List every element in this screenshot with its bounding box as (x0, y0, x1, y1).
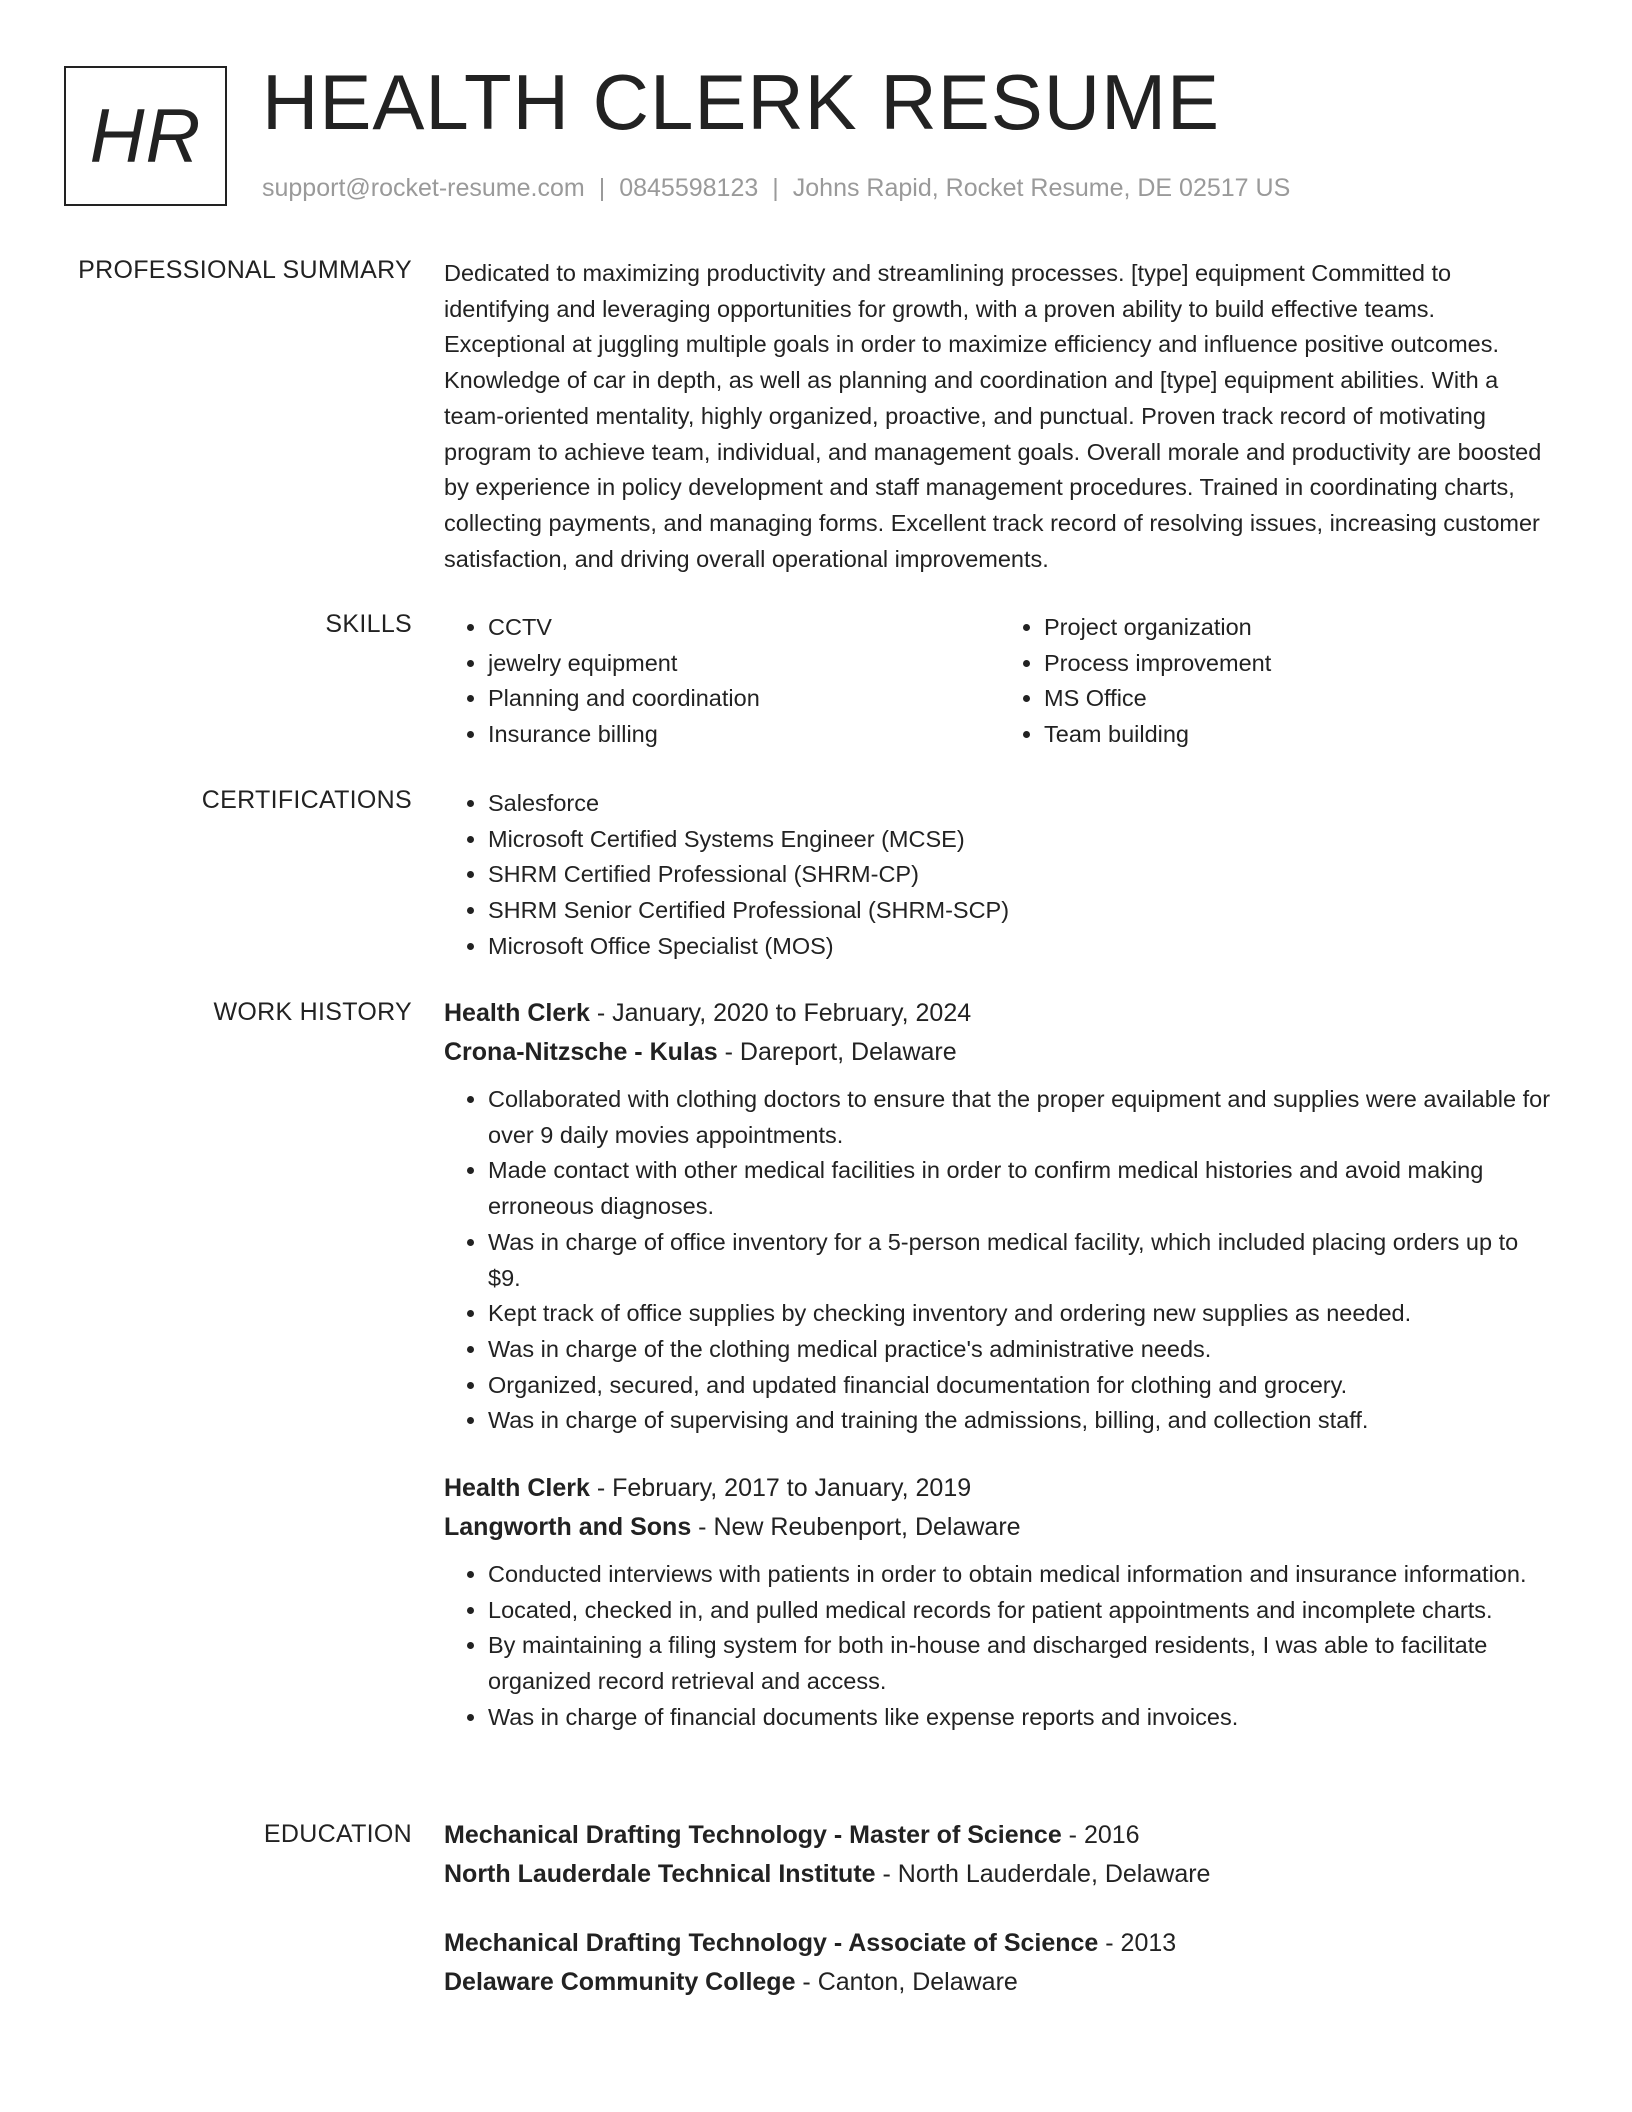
skill-item: • Team building (1044, 717, 1556, 753)
job-bullet: • Kept track of office supplies by checking inventory and ordering new supplies as needed. (488, 1296, 1556, 1332)
resume-title: HEALTH CLERK RESUME (262, 58, 1221, 146)
skills-list-right (1000, 610, 1556, 753)
education-content (444, 1816, 1556, 2002)
education-school-line: North Lauderdale Technical Institute - North Lauderdale, Delaware (444, 1860, 1211, 1888)
certifications-content (444, 786, 1556, 965)
education-school-line: Delaware Community College - Canton, Delaware (444, 1968, 1018, 1996)
skill-item: • Insurance billing (488, 717, 1000, 753)
summary-text: Dedicated to maximizing productivity and streamlining processes. [type] equipment Committed to identifying and leveraging opportunities for growth, with a proven ability to build effective teams. Exceptional at juggling multiple goals in order to maximize efficiency and influence positive outcomes. Knowledge of car in depth, as well as planning and coordination and [type] equipment abilities. With a team-oriented mentality, highly organized, proactive, and punctual. Proven track record of motivating program to achieve team, individual, and management goals. Overall morale and productivity are boosted by experience in policy development and staff management procedures. Trained in coordinating charts, collecting payments, and managing forms. Excellent track record of resolving issues, increasing customer satisfaction, and driving overall operational improvements. (444, 260, 1542, 572)
job-bullet: • Was in charge of office inventory for a 5-person medical facility, which included placing orders up to $9. (488, 1225, 1556, 1296)
certifications-list (444, 786, 1556, 965)
job-entry (444, 994, 1556, 1439)
section-label-education: EDUCATION (263, 1820, 412, 1848)
monogram-initials: HR (89, 93, 202, 179)
skill-item: • MS Office (1044, 681, 1556, 717)
education-degree-line: Mechanical Drafting Technology - Associate of Science - 2013 (444, 1929, 1177, 1957)
education-year: 2016 (1083, 1821, 1140, 1849)
monogram-logo (64, 66, 227, 206)
education-school: Delaware Community College (444, 1968, 796, 1996)
skill-item: • Process improvement (1044, 646, 1556, 682)
job-bullet: • By maintaining a filing system for both in-house and discharged residents, I was able to facilitate organized record retrieval and access. (488, 1628, 1556, 1699)
education-degree: Mechanical Drafting Technology - Master of Science (444, 1821, 1062, 1849)
certification-item: • SHRM Senior Certified Professional (SHRM-SCP) (488, 893, 1556, 929)
contact-address: Johns Rapid, Rocket Resume, DE 02517 US (792, 174, 1291, 202)
skill-item: • CCTV (488, 610, 1000, 646)
education-degree: Mechanical Drafting Technology - Associate of Science (444, 1929, 1099, 1957)
job-company-line: Crona-Nitzsche - Kulas - Dareport, Delaware (444, 1038, 957, 1066)
education-entry (444, 1924, 1556, 2002)
separator: | (772, 174, 779, 202)
job-company: Langworth and Sons (444, 1513, 692, 1542)
job-bullets (444, 1082, 1556, 1439)
skill-item: • jewelry equipment (488, 646, 1000, 682)
skills-grid (444, 610, 1556, 753)
job-title: Health Clerk (444, 1474, 590, 1503)
education-location: North Lauderdale, Delaware (897, 1860, 1211, 1888)
skill-item: • Project organization (1044, 610, 1556, 646)
education-school: North Lauderdale Technical Institute (444, 1860, 876, 1888)
job-dates: January, 2020 to February, 2024 (612, 999, 972, 1027)
section-label-certifications: CERTIFICATIONS (201, 786, 412, 814)
section-label-work-history: WORK HISTORY (213, 998, 412, 1026)
job-title-line: Health Clerk - January, 2020 to February, 2024 (444, 999, 972, 1027)
contact-phone[interactable]: 0845598123 (619, 174, 759, 202)
job-bullet: • Made contact with other medical facilities in order to confirm medical histories and avoid making erroneous diagnoses. (488, 1153, 1556, 1224)
education-entry (444, 1816, 1556, 1894)
job-bullet: • Collaborated with clothing doctors to ensure that the proper equipment and supplies were available for over 9 daily movies appointments. (488, 1082, 1556, 1153)
job-title-line: Health Clerk - February, 2017 to January, 2019 (444, 1474, 972, 1503)
job-bullet: • Was in charge of supervising and training the admissions, billing, and collection staff. (488, 1403, 1556, 1439)
job-bullet: • Conducted interviews with patients in order to obtain medical information and insurance information. (488, 1557, 1556, 1593)
job-location: New Reubenport, Delaware (713, 1513, 1021, 1542)
job-bullet: • Was in charge of financial documents like expense reports and invoices. (488, 1700, 1556, 1736)
certification-item: • Microsoft Office Specialist (MOS) (488, 929, 1556, 965)
certification-item: • SHRM Certified Professional (SHRM-CP) (488, 857, 1556, 893)
certification-item: • Microsoft Certified Systems Engineer (MCSE) (488, 822, 1556, 858)
education-degree-line: Mechanical Drafting Technology - Master of Science - 2016 (444, 1821, 1140, 1849)
job-bullet: • Was in charge of the clothing medical practice's administrative needs. (488, 1332, 1556, 1368)
job-location: Dareport, Delaware (739, 1038, 957, 1066)
contact-line (262, 174, 1290, 203)
job-title: Health Clerk (444, 999, 590, 1027)
contact-email[interactable]: support@rocket-resume.com (262, 174, 585, 202)
job-bullet: • Located, checked in, and pulled medical records for patient appointments and incomplete charts. (488, 1593, 1556, 1629)
certification-item: • Salesforce (488, 786, 1556, 822)
skill-item: • Planning and coordination (488, 681, 1000, 717)
education-location: Canton, Delaware (817, 1968, 1018, 1996)
section-label-skills: SKILLS (325, 610, 412, 638)
separator: | (598, 174, 606, 202)
work-history-content (444, 994, 1556, 1736)
job-company-line: Langworth and Sons - New Reubenport, Delaware (444, 1513, 1021, 1542)
education-year: 2013 (1120, 1929, 1177, 1957)
job-bullet: • Organized, secured, and updated financial documentation for clothing and grocery. (488, 1368, 1556, 1404)
job-entry (444, 1469, 1556, 1736)
job-bullets (444, 1557, 1556, 1736)
job-company: Crona-Nitzsche - Kulas (444, 1038, 718, 1066)
job-dates: February, 2017 to January, 2019 (612, 1474, 972, 1503)
section-label-summary: PROFESSIONAL SUMMARY (78, 256, 412, 284)
skills-list-left (444, 610, 1000, 753)
